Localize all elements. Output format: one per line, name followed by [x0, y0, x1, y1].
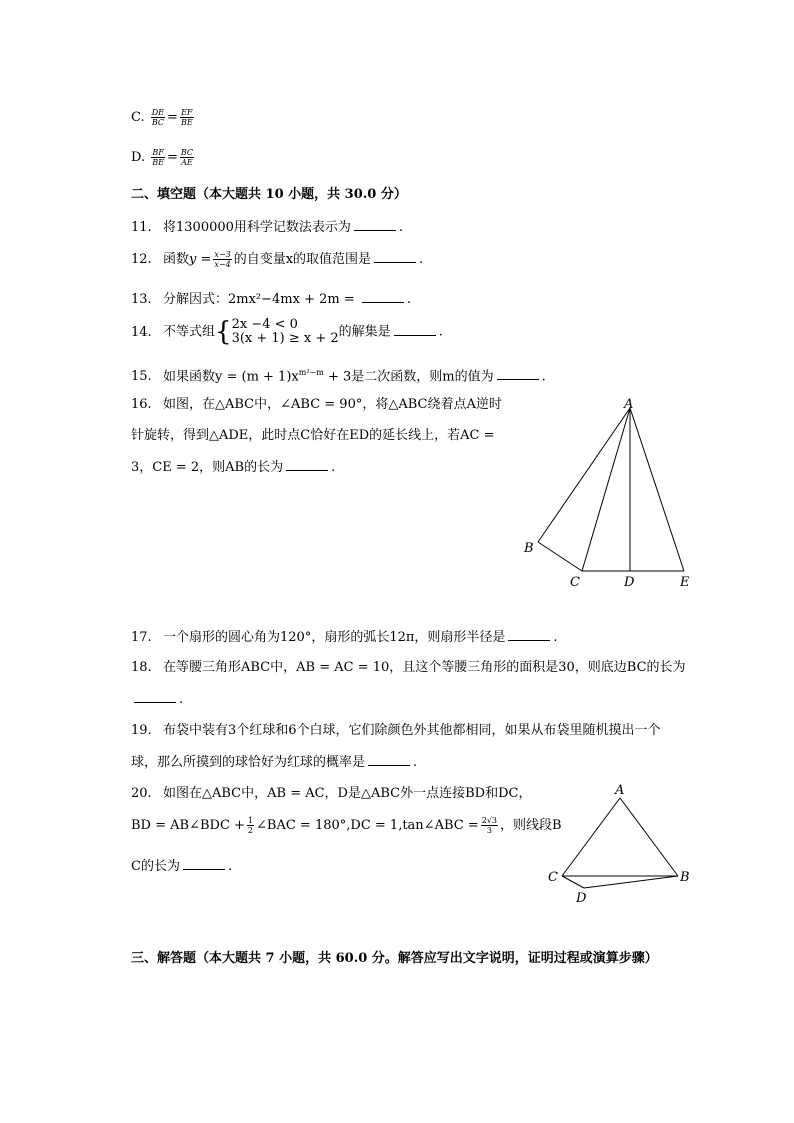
question-11: 11. 将1300000用科学记数法表示为 . — [131, 220, 404, 235]
answer-blank[interactable] — [183, 857, 225, 870]
fraction-ef-be: $\frac{EF}{BE}$ — [180, 108, 193, 127]
fraction-tan: $\frac{2√3}{3}$ — [481, 816, 498, 835]
label-c: C — [548, 870, 558, 885]
answer-blank[interactable] — [508, 628, 550, 641]
question-19-line-2: 球，那么所摸到的球恰好为红球的概率是 . — [131, 755, 418, 770]
question-18-line-2: . — [131, 690, 183, 709]
brace: { — [215, 317, 232, 347]
question-number: 12. — [131, 252, 152, 267]
question-16-line-2: 针旋转，得到△ADE，此时点C恰好在ED的延长线上，若AC = — [131, 428, 495, 443]
question-number: 17. — [131, 630, 152, 645]
option-c-label: C. — [131, 110, 145, 125]
question-14: 14. 不等式组{ 2x −4 < 0 3(x + 1) ≥ x + 2 的解集是 . — [131, 317, 443, 347]
answer-blank[interactable] — [354, 218, 396, 231]
question-16-line-3: 3，CE = 2，则AB的长为 . — [131, 460, 336, 475]
label-b: B — [524, 541, 534, 556]
question-number: 16. — [131, 397, 152, 412]
question-number: 20. — [131, 786, 152, 801]
label-e: E — [680, 575, 690, 590]
option-d: D. $\frac{BF}{BE}$ = $\frac{BC}{AE}$ — [131, 148, 194, 167]
answer-blank[interactable] — [362, 290, 404, 303]
question-number: 19. — [131, 723, 152, 738]
question-number: 14. — [131, 324, 152, 340]
answer-blank[interactable] — [497, 367, 539, 380]
fraction-de-bc: $\frac{DE}{BC}$ — [151, 108, 165, 127]
question-number: 18. — [131, 660, 152, 675]
question-number: 15. — [131, 369, 152, 385]
fraction-half: $\frac{1}{2}$ — [247, 816, 254, 835]
question-20-line-2: BD = AB∠BDC + $\frac{1}{2}$ ∠BAC = 180°,DC = 1,tan∠ABC = $\frac{2√3}{3}$ ，则线段B — [131, 816, 562, 835]
fraction-function: $\frac{x-3}{x-4}$ — [214, 250, 231, 269]
label-c: C — [570, 575, 580, 590]
question-15: 15. 如果函数$y = (m + 1)x^{m^2-m} + 3$是二次函数，则m的值为 . — [131, 368, 546, 385]
question-18-line-1: 18. 在等腰三角形ABC中，AB = AC = 10，且这个等腰三角形的面积是30，则底边BC的长为 — [131, 660, 686, 675]
question-20-line-3: C的长为 . — [131, 859, 233, 874]
figure-triangle-abc-d — [540, 778, 700, 908]
inequality-system: 2x −4 < 0 3(x + 1) ≥ x + 2 — [231, 317, 339, 346]
label-d: D — [576, 891, 587, 906]
question-13: 13. 分解因式：2mx²−4mx + 2m = . — [131, 292, 412, 307]
label-d: D — [624, 575, 635, 590]
option-c: C. $\frac{DE}{BC}$ = $\frac{EF}{BE}$ — [131, 108, 193, 127]
label-a: A — [615, 783, 625, 798]
question-17: 17. 一个扇形的圆心角为120°，扇形的弧长12π，则扇形半径是 . — [131, 630, 558, 645]
fraction-bc-ae: $\frac{BC}{AE}$ — [180, 148, 194, 167]
question-19-line-1: 19. 布袋中装有3个红球和6个白球，它们除颜色外其他都相同，如果从布袋里随机摸出一个 — [131, 723, 661, 738]
fraction-bf-be: $\frac{BF}{BE}$ — [152, 148, 164, 167]
question-12: 12. 函数y = $\frac{x-3}{x-4}$ 的自变量x的取值范围是 . — [131, 250, 424, 269]
answer-blank[interactable] — [368, 753, 410, 766]
question-16-line-1: 16. 如图，在△ABC中，∠ABC = 90°，将△ABC绕着点A逆时 — [131, 397, 502, 412]
option-d-label: D. — [131, 150, 146, 165]
label-b: B — [680, 870, 690, 885]
label-a: A — [624, 397, 634, 412]
question-number: 13. — [131, 292, 152, 307]
section-2-title: 二、填空题（本大题共 10 小题，共 30.0 分） — [131, 187, 407, 202]
answer-blank[interactable] — [374, 250, 416, 263]
question-20-line-1: 20. 如图在△ABC中，AB = AC，D是△ABC外一点连接BD和DC， — [131, 786, 532, 801]
answer-blank[interactable] — [394, 323, 436, 336]
answer-blank[interactable] — [134, 690, 176, 703]
question-text: 将1300000用科学记数法表示为 — [163, 220, 351, 235]
question-text: 分解因式：2mx²−4mx + 2m = — [163, 292, 359, 307]
figure-rotated-triangle — [510, 392, 710, 592]
question-number: 11. — [131, 220, 152, 235]
section-3-title: 三、解答题（本大题共 7 小题，共 60.0 分。解答应写出文字说明，证明过程或演算步骤） — [131, 951, 658, 966]
answer-blank[interactable] — [286, 458, 328, 471]
